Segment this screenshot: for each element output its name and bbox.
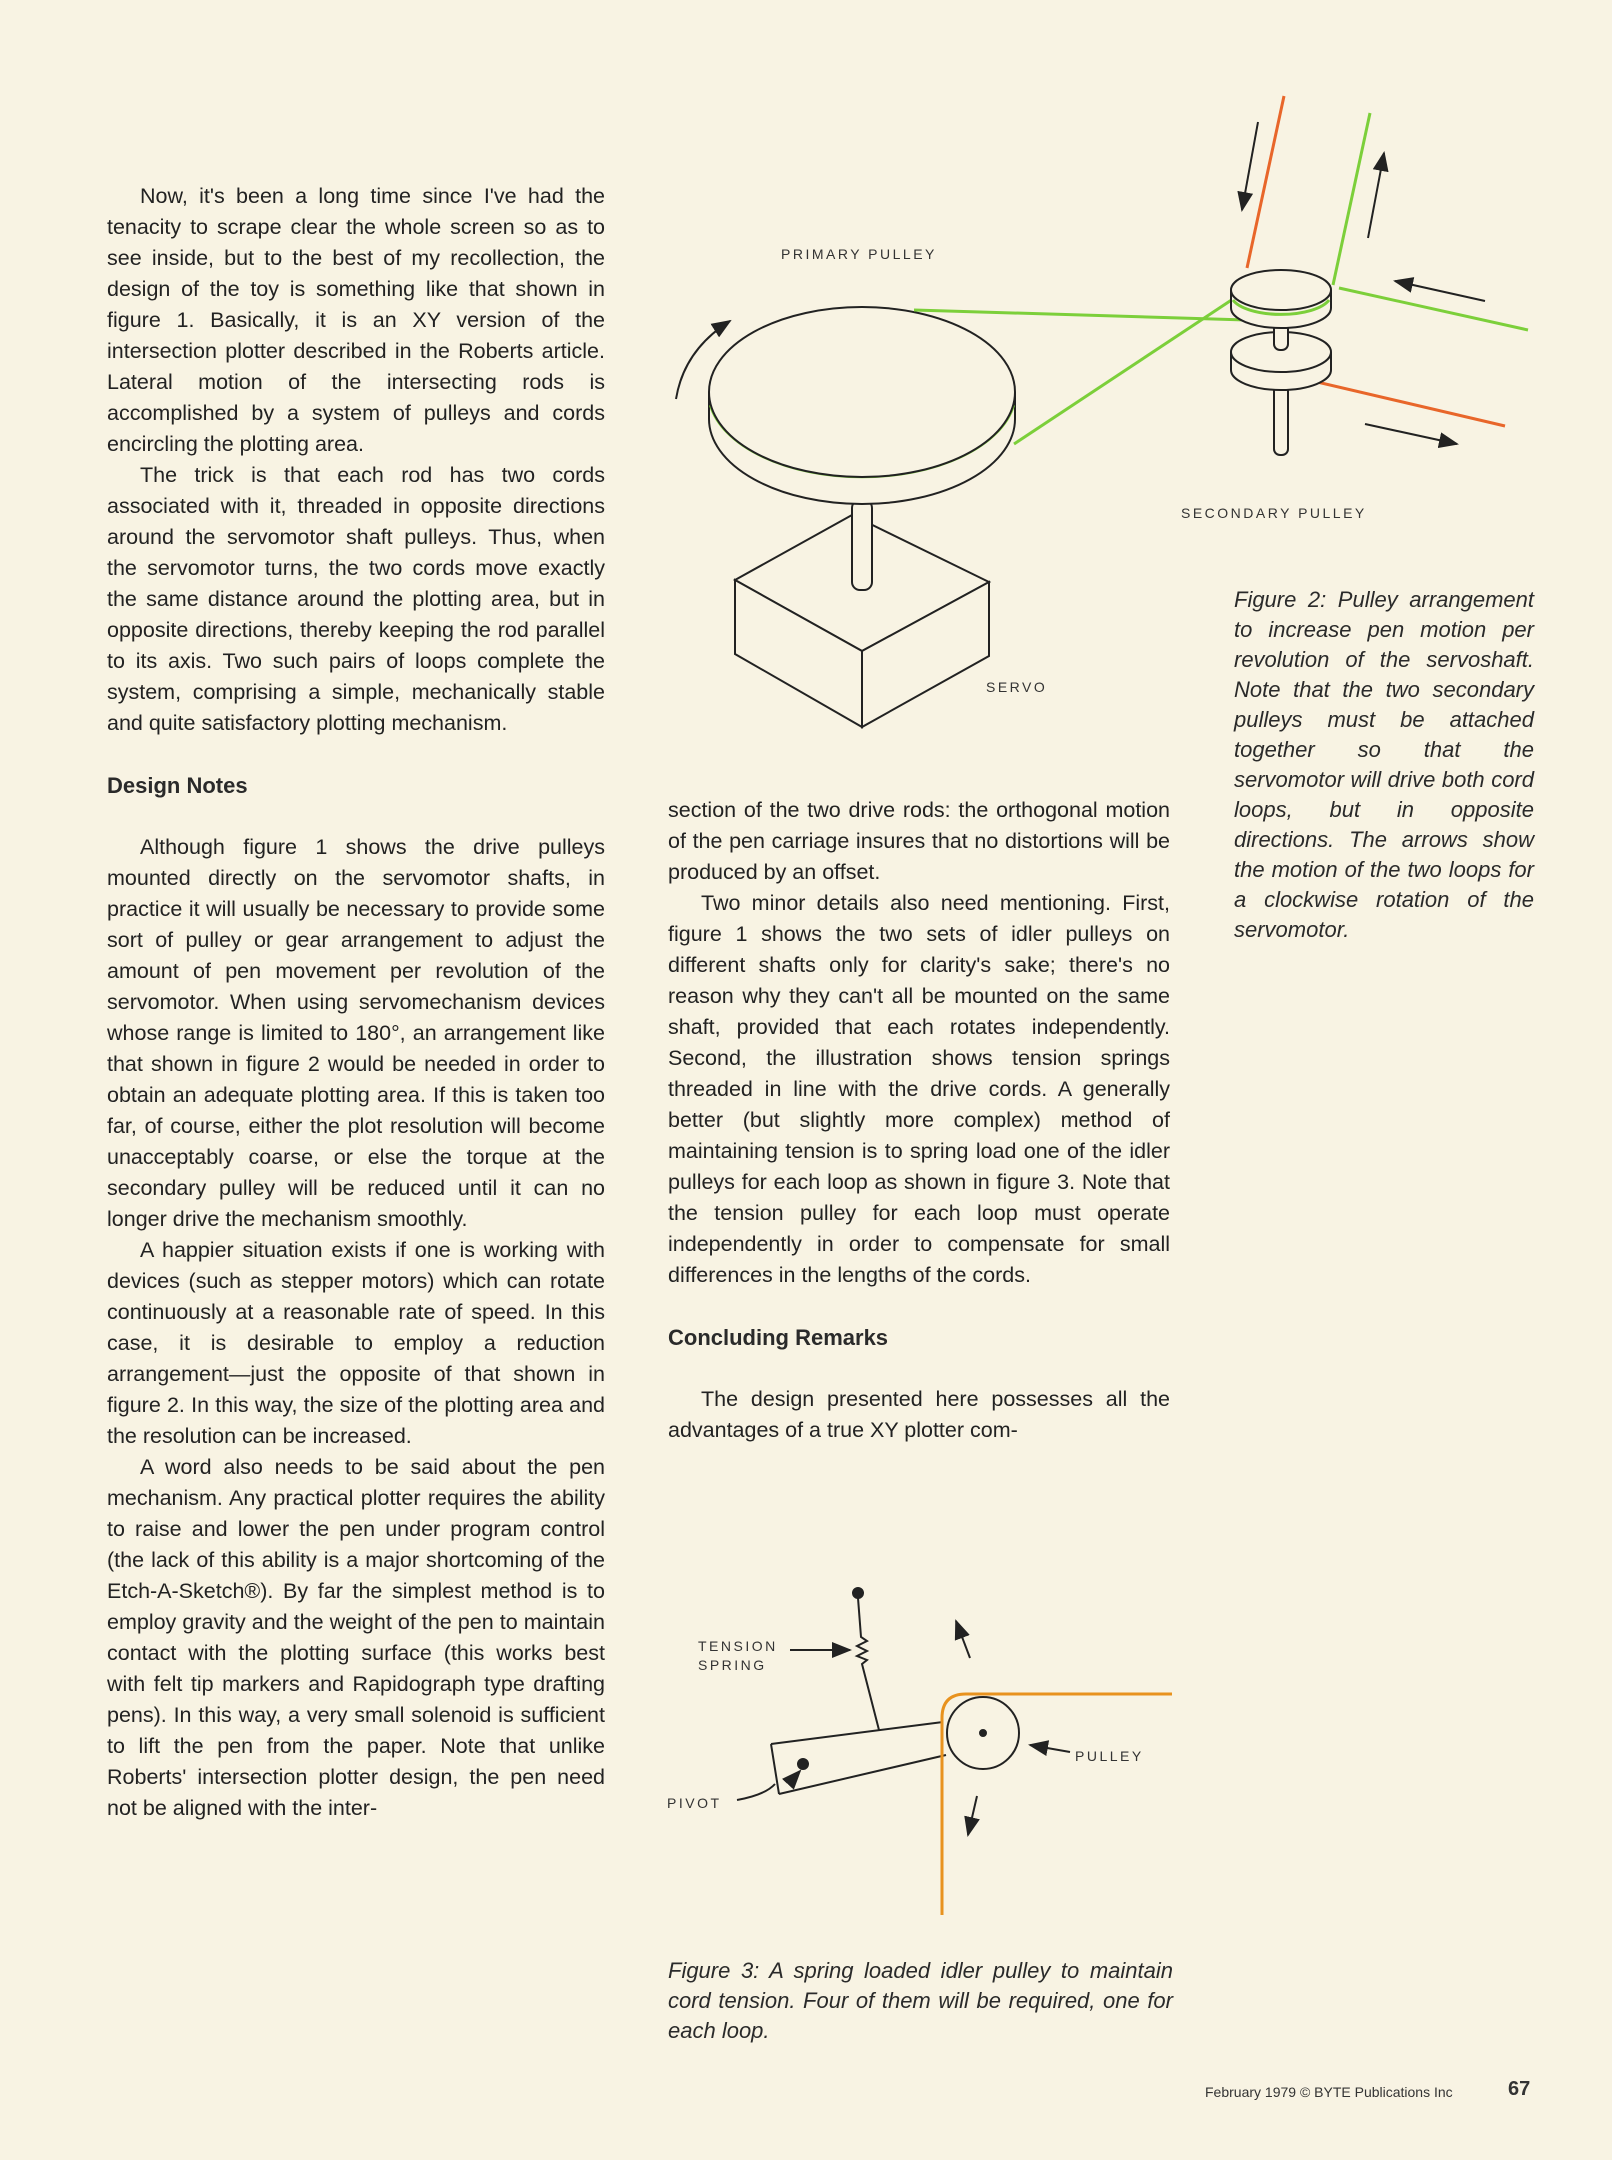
label-servo: SERVO xyxy=(986,679,1048,695)
anchor-dot xyxy=(853,1588,863,1598)
cord xyxy=(942,1694,1172,1915)
idler-arm xyxy=(771,1722,946,1794)
primary-pulley xyxy=(709,307,1015,504)
label-pulley: PULLEY xyxy=(1075,1748,1144,1764)
figure-2-caption: Figure 2: Pulley arrangement to increase pen motion per revolution of the servoshaft. Note that the two secondary pulleys must be attached together so that the servomotor will drive both cord loops, but in opposite directions. The arrows show the motion of the two loops for a clockwise rotation of the servomotor. xyxy=(1234,587,1534,942)
page-number: 67 xyxy=(1508,2078,1531,2100)
paragraph: Although figure 1 shows the drive pulleys mounted directly on the servomotor shafts, in practice it will usually be necessary to provide some sort of pulley or gear arrangement to adjust the amount of pen movement per revolution of the servomotor. When using servomechanism devices whose range is limited to 180°, an arrangement like that shown in figure 2 would be needed in order to obtain an adequate plotting area. If this is taken too far, of course, either the plot resolution will become unacceptably coarse, or else the torque at the secondary pulley will be reduced until it can no longer drive the mechanism smoothly. xyxy=(107,835,605,1231)
arrow-left-icon xyxy=(1395,281,1485,301)
arrow-down-icon xyxy=(968,1796,977,1835)
paragraph: Two minor details also need mentioning. First, figure 1 shows the two sets of idler pulleys on different shafts only for clarity's sake; there's no reason why they can't all be mounted on the same shaft, provided that each rotates independently. Second, the illustration shows tension springs threaded in line with the drive cords. A generally better (but slightly more complex) method of maintaining tension is to spring load one of the idler pulleys for each loop as shown in figure 3. Note that the tension pulley for each loop must operate independently in order to compensate for small differences in the lengths of the cords. xyxy=(668,891,1170,1287)
arrow-up-icon xyxy=(956,1621,970,1658)
green-cord xyxy=(1014,299,1233,444)
arrow-down-icon xyxy=(1242,122,1258,210)
green-cord xyxy=(914,310,1281,321)
label-pivot: PIVOT xyxy=(667,1795,722,1811)
label-spring: SPRING xyxy=(698,1657,767,1673)
label-primary-pulley: PRIMARY PULLEY xyxy=(781,246,937,262)
orange-cord xyxy=(1247,96,1284,268)
pivot-pointer xyxy=(737,1784,775,1800)
pulley-pointer xyxy=(1030,1745,1070,1752)
paragraph: A happier situation exists if one is working with devices (such as stepper motors) which can rotate continuously at a reasonable rate of speed. In this case, it is desirable to employ a reduction arrangement—just the opposite of that shown in figure 2. In this way, the size of the plotting area and the resolution can be increased. xyxy=(107,1238,605,1448)
green-cord xyxy=(1333,113,1370,285)
paragraph: section of the two drive rods: the orthogonal motion of the pen carriage insures that no distortions will be produced by an offset. xyxy=(668,798,1170,884)
section-heading-concluding-remarks: Concluding Remarks xyxy=(668,1325,889,1350)
paragraph: The trick is that each rod has two cords associated with it, threaded in opposite directions around the servomotor shaft pulleys. Thus, when the servomotor turns, the two cords move exactly the same distance around the plotting area, but in opposite directions, thereby keeping the rod parallel to its axis. Two such pairs of loops complete the system, comprising a simple, mechanically stable and quite satisfactory plotting mechanism. xyxy=(107,463,605,735)
figure-3-caption: Figure 3: A spring loaded idler pulley to maintain cord tension. Four of them will be required, one for each loop. xyxy=(668,1958,1173,2043)
pivot-dot xyxy=(798,1759,808,1769)
label-tension: TENSION xyxy=(698,1638,778,1654)
tension-spring xyxy=(857,1598,879,1730)
arrow-up-icon xyxy=(1368,153,1384,238)
footer-credit: February 1979 © BYTE Publications Inc xyxy=(1205,2084,1453,2100)
paragraph: Now, it's been a long time since I've had the tenacity to scrape clear the whole screen so as to see inside, but to the best of my recollection, the design of the toy is something like that shown in figure 1. Basically, it is an XY version of the intersection plotter described in the Roberts article. Lateral motion of the intersecting rods is accomplished by a system of pulleys and cords encircling the plotting area. xyxy=(107,184,605,456)
secondary-pulleys xyxy=(1231,270,1331,455)
paragraph: A word also needs to be said about the pen mechanism. Any practical plotter requires the ability to raise and lower the pen under program control (the lack of this ability is a major shortcoming of the Etch-A-Sketch®). By far the simplest method is to employ gravity and the weight of the pen to maintain contact with the plotting surface (this works best with felt tip markers and Rapidograph type drafting pens). In this way, a very small solenoid is sufficient to lift the pen from the paper. Note that unlike Roberts' intersection plotter design, the pen need not be aligned with the inter- xyxy=(107,1455,605,1820)
arrow-right-icon xyxy=(1365,424,1457,444)
section-heading-design-notes: Design Notes xyxy=(107,773,248,798)
green-cord xyxy=(1339,288,1528,330)
servo-shaft xyxy=(852,500,872,590)
paragraph: The design presented here possesses all the advantages of a true XY plotter com- xyxy=(668,1387,1170,1442)
label-secondary-pulley: SECONDARY PULLEY xyxy=(1181,505,1367,521)
